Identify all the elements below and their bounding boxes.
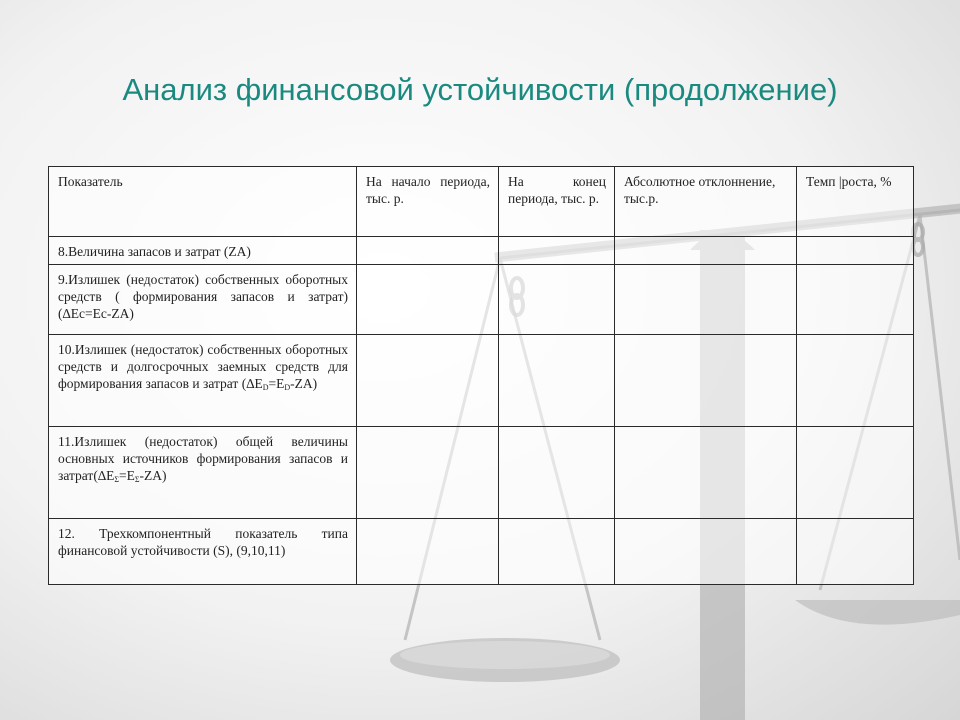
table-cell [615,237,797,265]
header-period-end: На конец периода, тыс. р. [499,167,615,237]
table-cell [357,519,499,585]
table-cell [797,335,914,427]
table-row [49,335,914,427]
table-cell [615,519,797,585]
header-growth-rate: Темп |роста, % [797,167,914,237]
indicators-table [48,166,914,585]
row-label: 12. Трехкомпонентный показатель типа финансовой устойчивости (S), (9,10,11) [49,519,357,585]
header-period-start: На начало периода, тыс. р. [357,167,499,237]
table-header-row [49,167,914,237]
table-row [49,237,914,265]
table-cell [615,335,797,427]
table-cell [499,427,615,519]
table-cell [615,265,797,335]
row-label: 9.Излишек (недостаток) собственных оборотных средств ( формирования запасов и затрат) (∆Ес=Ес-ZA) [49,265,357,335]
row-label: 11.Излишек (недостаток) общей величины основных источников формирования запасов и $затрат(\Delta Е_\Sigma=Е_\Sigma-ZA)$ [49,427,357,519]
table-row [49,519,914,585]
row-label: 10.Излишек (недостаток) собственных оборотных средств и долгосрочных заемных средств для формирования запасов и затрат $(\Delta Е_D=Е_D-ZA)$ [49,335,357,427]
table-row [49,427,914,519]
table-cell [797,237,914,265]
table-cell [499,265,615,335]
table-cell [797,265,914,335]
table-row [49,265,914,335]
table-cell [499,237,615,265]
table-cell [357,237,499,265]
table-cell [357,427,499,519]
header-absolute-deviation: Абсолютное отклоннение, тыс.р. [615,167,797,237]
table-cell [357,265,499,335]
header-indicator: Показатель [49,167,357,237]
table-cell [357,335,499,427]
table-cell [797,519,914,585]
slide-title: Анализ финансовой устойчивости (продолжение) [122,72,838,107]
table-cell [615,427,797,519]
table-cell [797,427,914,519]
table-cell [499,335,615,427]
table-cell [499,519,615,585]
row-label: 8.Величина запасов и затрат (ZA) [49,237,357,265]
